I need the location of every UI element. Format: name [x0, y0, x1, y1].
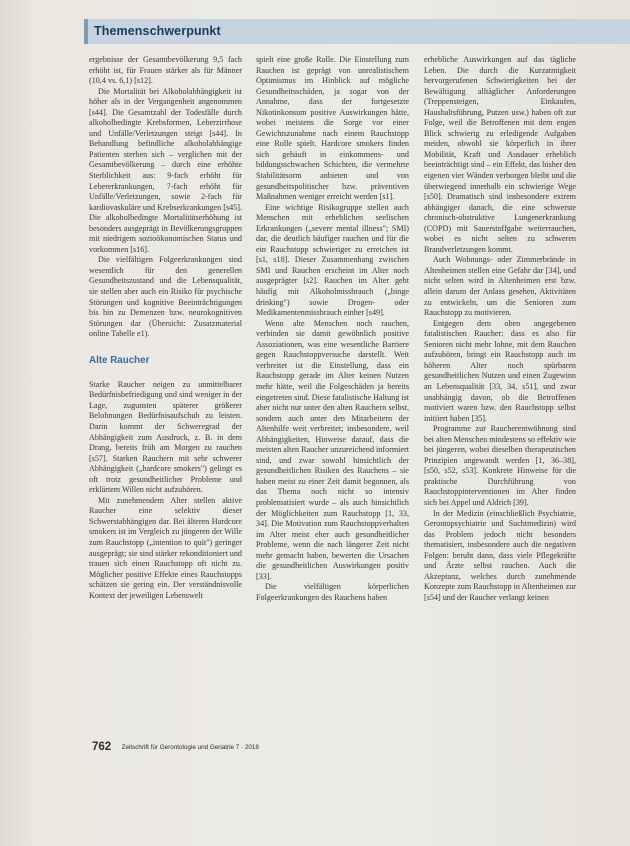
page-number: 762	[92, 741, 112, 753]
paragraph: Die vielfältigen Folgeerkrankungen sind wesentlich für den generellen Gesundheitszustand und die Lebensqualität, sie stellen aber auch ein Risiko für psychische Störungen und kognitive Beeinträchtigungen bis hin zu Demenzen bzw. neurokognitiven Störungen dar (Übersicht: Zusatzmaterial online Tabelle e1).	[89, 255, 242, 339]
paragraph: Eine wichtige Risikogruppe stellen auch Menschen mit erheblichen seelischen Erkrankungen („severe mental illness"; SMI) dar, die deutlich häufiger rauchen und für die ein Rauchstopp schwieriger zu erreichen ist [s1, s18]. Dieser Zusammenhang zwischen SMI und Rauchen erscheint im Alter noch ausgeprägter [s2]. Rauchen im Alter geht häufig mit Alkoholmissbrauch („binge drinking") sowie Drogen- oder Medikamentenmissbrauch einher [s49].	[256, 202, 409, 318]
paragraph: Die Mortalität bei Alkoholabhängigkeit ist höher als in der Vergangenheit angenommen [s44]. Die Gesamtzahl der Todesfälle durch alkoholbedingte Krebsformen, Leberzirrhose und Unfälle/Verletzungen steigt [s44]. In Behandlung befindliche alkoholabhängige Patienten sterben sich – verglichen mit der Gesamtbevölkerung – durch eine erhöhte Sterblichkeit aus: 9-fach erhöht für Lebererkrankungen, 7-fach erhöht für Unfälle/Verletzungen, sowie 2-fach für kardiovaskuläre und Krebserkrankungen [s45]. Die alkoholbedingte Mortalitätserhöhung ist besonders ausgeprägt in Bevölkerungsgruppen mit niedrigem sozioökonomischen Status und vorkommen [s16].	[89, 86, 242, 254]
journal-citation: Zeitschrift für Gerontologie und Geriatrie 7 · 2018	[121, 744, 259, 751]
page-footer	[92, 737, 259, 755]
paragraph: Wenn alte Menschen noch rauchen, verbinden sie damit gewöhnlich positive Assoziationen, was eine wesentliche Barriere gegen Rauchstoppversuche darstellt. Weit verbreitet ist die Einstellung, dass ein Rauchstopp gerade im Alter keinen Nutzen mehr hätte, weil die Folgeschäden ja bereits eingetreten sind. Diese fatalistische Haltung ist aber nicht nur unter den alten Rauchern selbst, sondern auch unter den Mitarbeitern der Altenhilfe weit verbreitet; insbesondere, weil Abhängigkeiten, Hinweise darauf, dass die meisten alten Raucher unzureichend informiert sind, und zwar sowohl hinsichtlich der gesundheitlichen Risiken des Rauchens – sie haben meist zu einer Zeit damit begonnen, als das Thema noch nicht so intensiv problematisiert wurde – als auch hinsichtlich der Möglichkeiten zum Rauchstopp [1, 33, 34]. Die Motivation zum Rauchstoppverhalten im Alter meist eher auch gesundheitlicher Probleme, wenn die nach längerer Zeit nicht mehr gemacht haben, bewerten die Ursachen die gesundheitlichen Auswirkungen positiv [33].	[256, 318, 409, 581]
paragraph: ergebnisse der Gesamtbevölkerung 9,5 fach erhöht ist, für Frauen stärker als für Männer (10,4 vs. 6,1) [s12].	[89, 55, 242, 86]
text-column-right	[424, 55, 576, 603]
section-title: Themenschwerpunkt	[94, 24, 221, 38]
paragraph: Starke Raucher neigen zu unmittelbarer Bedürfnisbefriedigung und sind weniger in der Lage, zugunsten späterer größerer Belohnungen Bedürfnisaufschub zu leisten. Darin kommt der Schweregrad der Abhängigkeit zum Ausdruck, z. B. in dem Drang, bereits früh am Morgen zu rauchen [s57]. Starken Rauchern mit sehr schwerer Abhängigkeit („hardcore smokers") gelingt es oft trotz gesundheitlicher Probleme und erklärtem Willen nicht aufzuhören.	[89, 379, 242, 495]
paragraph: In der Medizin (einschließlich Psychiatrie, Gerontopsychiatrie und Suchtmedizin) wird das Problem jedoch nicht besonders thematisiert, insbesondere auch die negativen Folgen: beruht dann, dass viele Pflegekräfte und Ärzte selbst rauchen. Auch die Akzeptanz, welches durch zunehmende Konzepte zum Rauchstopp in Altenheimen zur [s54] und der Raucher verlangt keinen	[424, 508, 576, 602]
paragraph: Die vielfältigen körperlichen Folgeerkrankungen des Rauchens haben	[256, 582, 409, 602]
paragraph: Auch Wohnungs- oder Zimmerbrände in Altenheimen stellen eine Gefahr dar [34], und nicht selten wird in Altenheimen erst bzw. allein darum der Anlass gesehen, Aktivitäten zu entwickeln, um die Senioren zum Rauchstopp zu motivieren.	[424, 255, 576, 318]
section-heading-alte-raucher: Alte Raucher	[89, 354, 150, 366]
text-column-middle	[256, 55, 409, 603]
paragraph: Entgegen dem oben angegebenen fatalistischen Raucher: dass es also für Senioren nicht mehr lohne, mit dem Rauchen aufzuhören, bringt ein Rauchstopp auch im höheren Alter noch spürbaren gesundheitlichen Nutzen und einen Zugewinn an Lebensqualität [33, 34, s51], und zwar unabhängig davon, ob die Betroffenen motiviert waren bzw. den Rauchstopp selbst initiiert haben [35].	[424, 318, 576, 423]
paragraph: Mit zunehmendem Alter stellen aktive Raucher eine selektiv dieser Schwerstabhängigen dar. Bei älteren Hardcore smokers ist im Vergleich zu jüngeren der Wille zum Rauchstopp („intention to quit") geringer ausgeprägt; sie sind stärker rekonditioniert und trauen sich einen Rauchstopp oft nicht zu. Möglicher positive Effekte eines Rauchstopps schätzen sie gering ein. Der verständnisvolle Kontext der jeweiligen Lebenswelt	[89, 495, 242, 600]
paragraph: erhebliche Auswirkungen auf das tägliche Leben. Die durch die Kurzatmigkeit hervorgerufenen Schwierigkeiten bei der Bewältigung alltäglicher Anforderungen (Treppensteigen, Einkaufen, Haushaltsführung, Putzen usw.) haben oft zur Folge, weil die Betroffenen mit dem engen Blick schwierig zu erledigende Aufgaben meiden, obwohl sie körperlich in ihrer Mobilität, Kraft und Ausdauer erheblich beeinträchtigt sind – ein Effekt, das bisher den eigenen vier Wänden verborgen bleibt und die überwiegend innerhalb ein schwierige Wege [s50]. Dramatisch sind insbesondere extrem abhängiger danach, die eine schwerste chronisch-obstruktive Lungenerkrankung (COPD) mit Sauerstoffgabe weiterrauchen, wobei es nicht selten zu schweren Brandverletzungen kommt.	[424, 55, 576, 254]
paragraph: spielt eine große Rolle. Die Einstellung zum Rauchen ist geprägt von unrealistischem Optimismus im Hinblick auf mögliche Gesundheitsschäden, ja sogar von der Annahme, dass der fortgesetzte Nikotinkonsum positive Auswirkungen hätte, wobei meistens die Sorge vor einer Gewichtszunahme nach einem Rauchstopp eine Rolle spielt. Hardcore smokers finden sich gehäuft in einkommens- und bildungsschwachen Schichten, die vermehrte Stabilitätsorm anbieten und von gesundheitspolitischer bzw. präventiven Maßnahmen weniger erreicht werden [s1].	[256, 55, 409, 202]
text-column-left	[89, 55, 242, 601]
paragraph: Programme zur Raucherentwöhnung sind bei alten Menschen mindestens so effektiv wie bei jüngeren, wobei dieselben therapeutischen Prinzipien angewandt werden [1, 36–38], [s50, s52, s53]. Konkrete Hinweise für die praktische Durchführung von Rauchstoppinterventionen im Alter finden sich bei Appel und Aldrich [39].	[424, 424, 576, 507]
section-banner	[84, 19, 630, 44]
